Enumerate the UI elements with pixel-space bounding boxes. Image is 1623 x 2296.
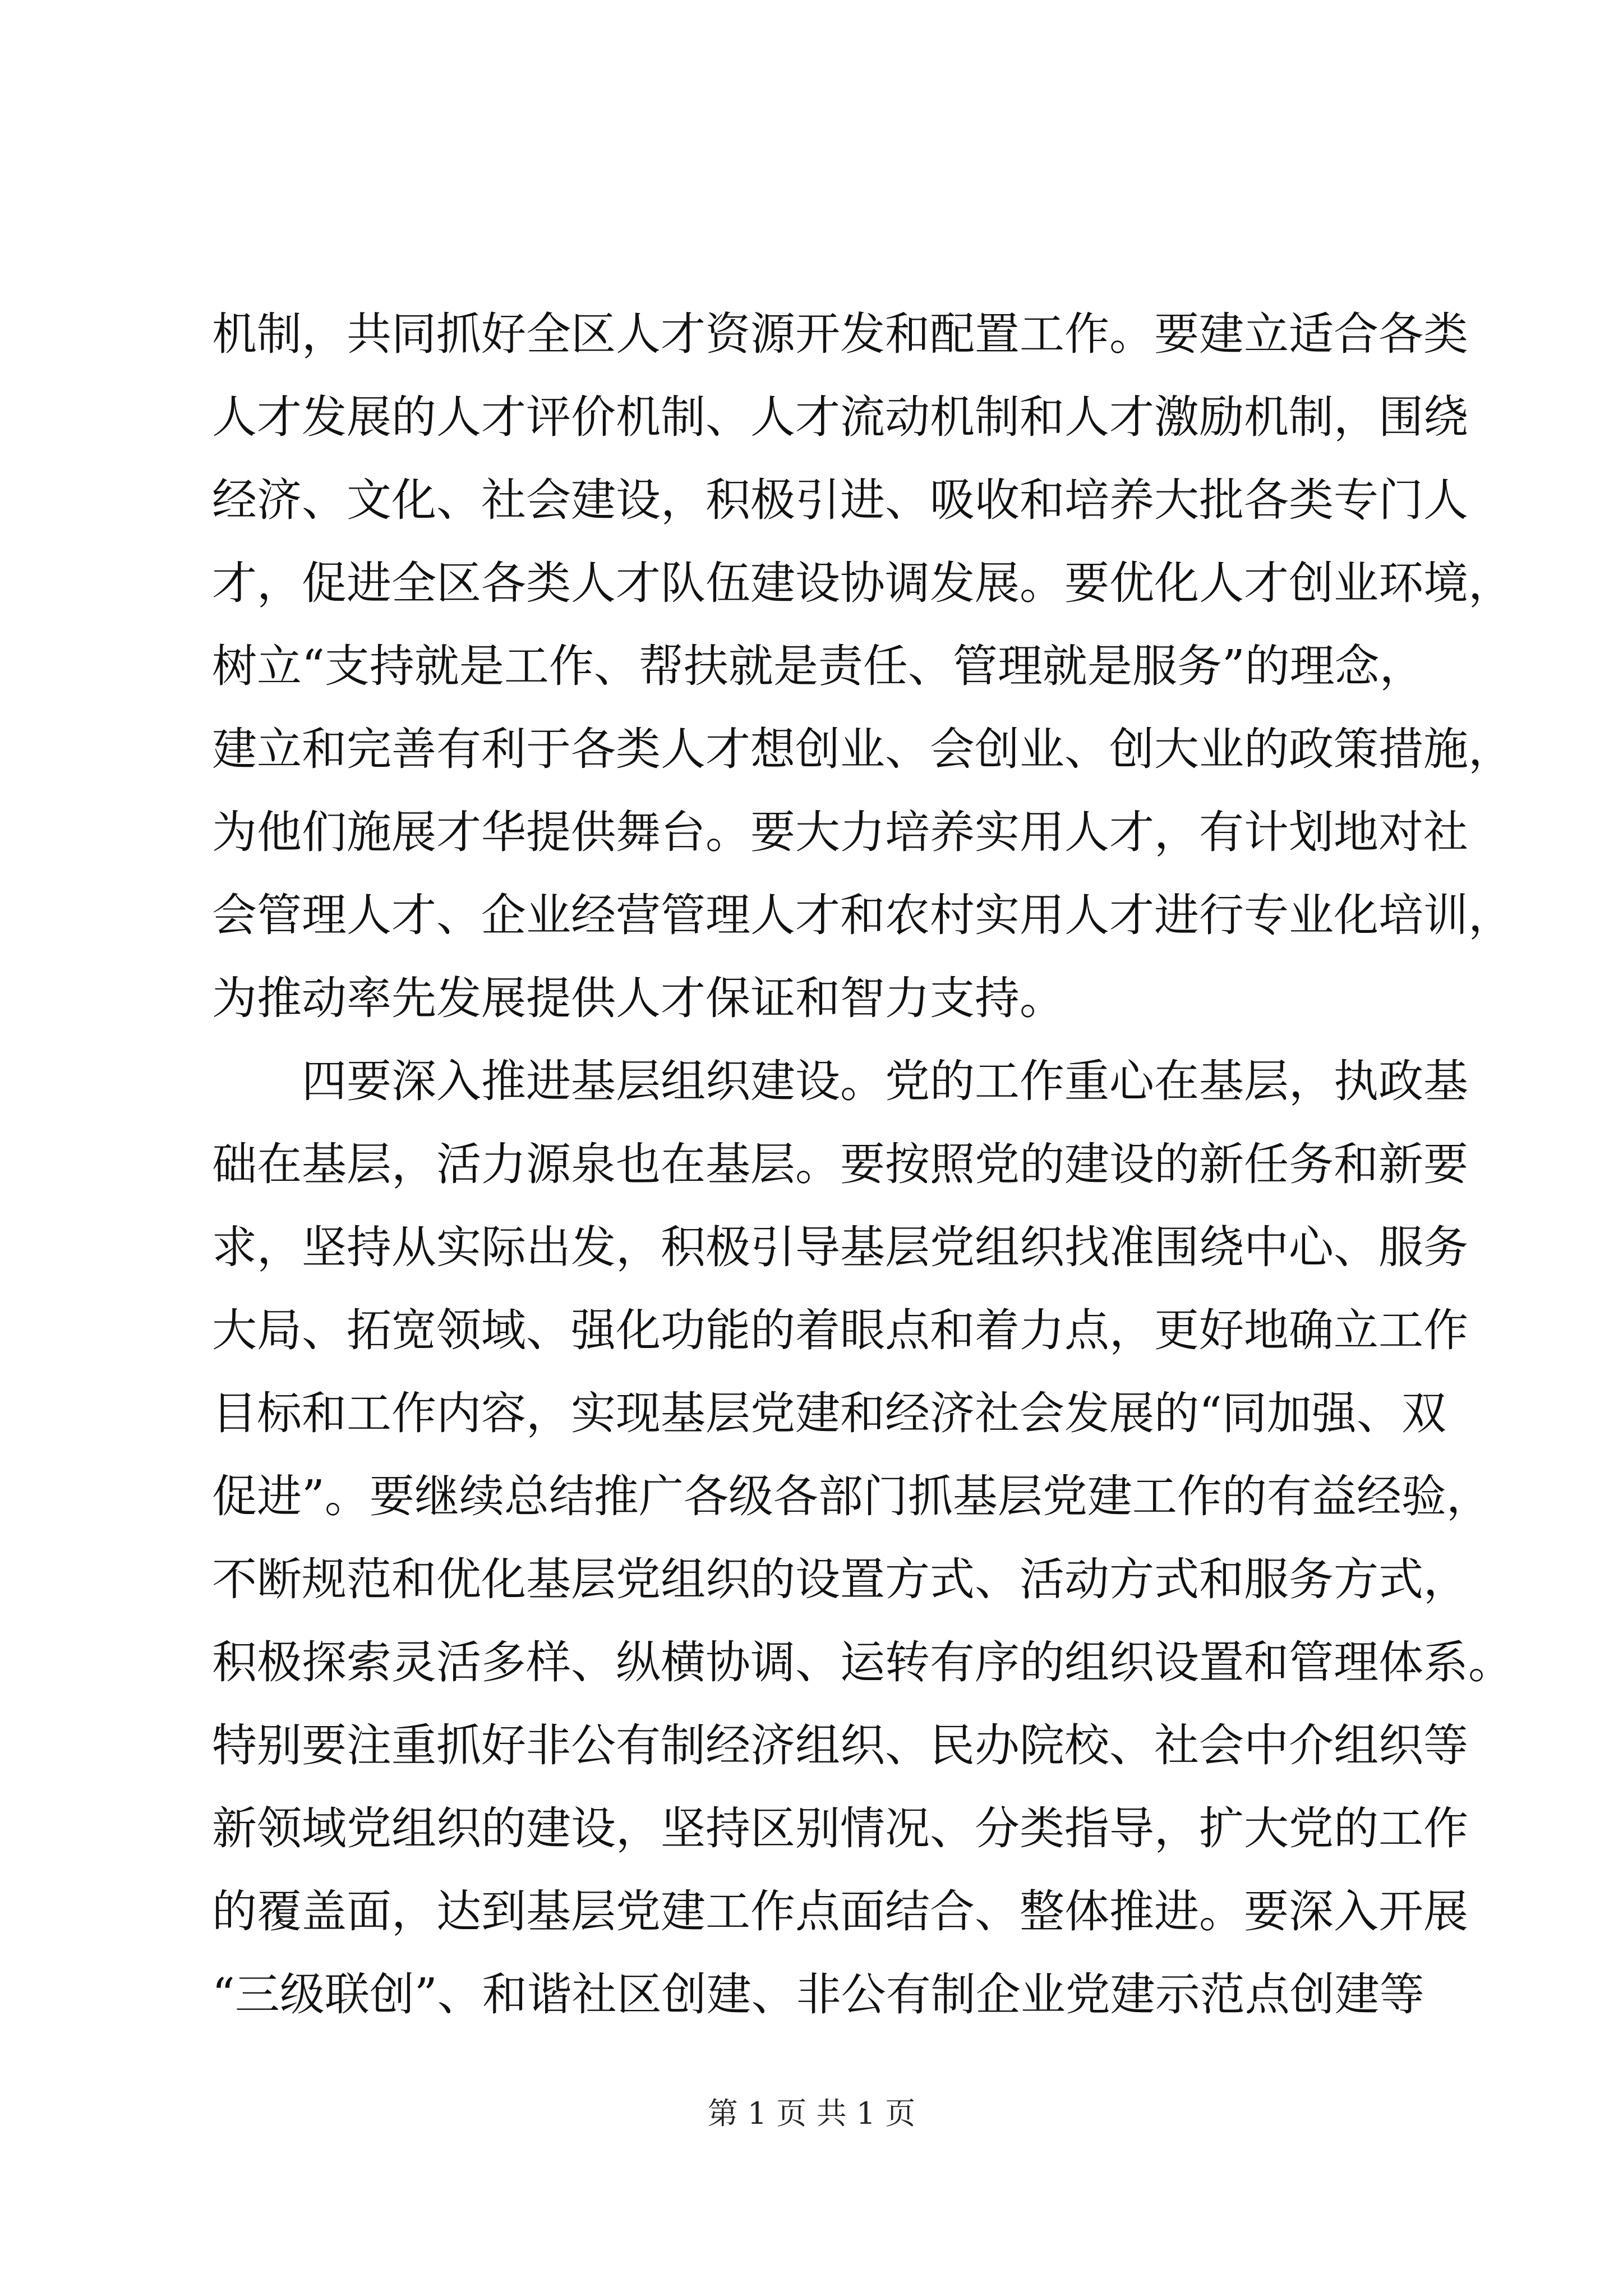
text-line: 特别要注重抓好非公有制经济组织、民办院校、社会中介组织等 xyxy=(212,1719,1468,1772)
document-body xyxy=(212,293,1513,2036)
text-line: 会管理人才、企业经营管理人才和农村实用人才进行专业化培训， xyxy=(212,889,1513,941)
text-line: 目标和工作内容，实现基层党建和经济社会发展的“同加强、双 xyxy=(212,1387,1446,1439)
text-line: 础在基层，活力源泉也在基层。要按照党的建设的新任务和新要 xyxy=(212,1138,1468,1190)
text-line: 不断规范和优化基层党组织的设置方式、活动方式和服务方式， xyxy=(212,1553,1468,1605)
text-line: 建立和完善有利于各类人才想创业、会创业、创大业的政策措施， xyxy=(212,723,1513,775)
text-line: 经济、文化、社会建设，积极引进、吸收和培养大批各类专门人 xyxy=(212,474,1468,526)
paragraph-2 xyxy=(212,1040,1513,2036)
text-line: 为他们施展才华提供舞台。要大力培养实用人才，有计划地对社 xyxy=(212,806,1468,858)
text-line: 机制，共同抓好全区人才资源开发和配置工作。要建立适合各类 xyxy=(212,308,1468,360)
text-line: 人才发展的人才评价机制、人才流动机制和人才激励机制，围绕 xyxy=(212,391,1468,443)
text-line: 的覆盖面，达到基层党建工作点面结合、整体推进。要深入开展 xyxy=(212,1885,1468,1938)
text-line: 四要深入推进基层组织建设。党的工作重心在基层，执政基 xyxy=(302,1055,1468,1107)
text-line: 树立“支持就是工作、帮扶就是责任、管理就是服务”的理念， xyxy=(212,640,1424,692)
text-line: 积极探索灵活多样、纵横协调、运转有序的组织设置和管理体系。 xyxy=(212,1636,1513,1688)
text-line: 求，坚持从实际出发，积极引导基层党组织找准围绕中心、服务 xyxy=(212,1221,1468,1273)
text-line: “三级联创”、和谐社区创建、非公有制企业党建示范点创建等 xyxy=(212,1968,1424,2021)
page-footer xyxy=(0,2094,1623,2133)
text-line: 新领域党组织的建设，坚持区别情况、分类指导，扩大党的工作 xyxy=(212,1802,1468,1855)
page-number: 第 1 页 共 1 页 xyxy=(707,2096,916,2131)
text-line: 才，促进全区各类人才队伍建设协调发展。要优化人才创业环境， xyxy=(212,557,1513,609)
text-line: 促进”。要继续总结推广各级各部门抓基层党建工作的有益经验， xyxy=(212,1470,1491,1522)
text-line: 为推动率先发展提供人才保证和智力支持。 xyxy=(212,972,1064,1024)
text-line: 大局、拓宽领域、强化功能的着眼点和着力点，更好地确立工作 xyxy=(212,1304,1468,1356)
paragraph-1 xyxy=(212,293,1513,1040)
